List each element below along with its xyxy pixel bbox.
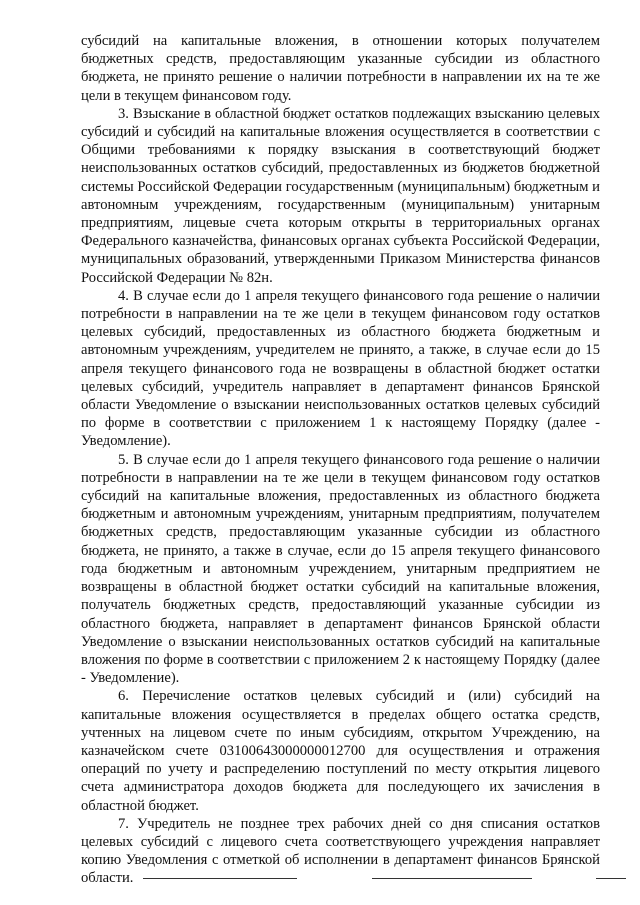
footer-divider-right bbox=[596, 878, 626, 879]
paragraph-continuation: субсидий на капитальные вложения, в отношении которых получателем бюджетных средств, предоставляющим указанные субсидии из областного бюджета, не принято решение о наличии потребности в направлении их на те же цели в текущем финансовом году. bbox=[81, 33, 600, 104]
paragraph-6: 6. Перечисление остатков целевых субсидий и (или) субсидий на капитальные вложения осуществляется в пределах общего остатка средств, учтенных на лицевом счете по иным субсидиям, открытом Учреждению, на казначейском счете 03100643000000012700 для осуществления и отражения операций по учету и распределению поступлений по месту открытия лицевого счета администратора доходов бюджета для последующего их зачисления в областной бюджет. bbox=[81, 688, 600, 814]
paragraph-7: 7. Учредитель не позднее трех рабочих дней со дня списания остатков целевых субсидий с лицевого счета соответствующего учреждения направляет копию Уведомления с отметкой об исполнении в департамент финансов Брянской области. bbox=[81, 815, 600, 887]
footer-divider-left bbox=[143, 878, 297, 879]
paragraph-4: 4. В случае если до 1 апреля текущего финансового года решение о наличии потребности в направлении на те же цели в текущем финансовом году остатков целевых субсидий, предоставленных из областного бюджета бюджетным и автономным учреждениям, учредителем не принято, а также, в случае если до 15 апреля текущего финансового года не возвращены в областной бюджет остатки целевых субсидий, учредитель направляет в департамент финансов Брянской области Уведомление о взыскании неиспользованных остатков целевых субсидий по форме в соответствии с приложением 1 к настоящему Порядку (далее - Уведомление). bbox=[81, 287, 600, 450]
paragraph-3: 3. Взыскание в областной бюджет остатков подлежащих взысканию целевых субсидий и субсидий на капитальные вложения осуществляется в соответствии с Общими требованиями к порядку взыскания в соответствующий бюджет неиспользованных остатков субсидий, предоставленных из бюджетов бюджетной системы Российской Федерации государственным (муниципальным) бюджетным и автономным учреждениям, государственным (муниципальным) унитарным предприятиям, лицевые счета которым открыты в территориальных органах Федерального казначейства, финансовых органах субъекта Российской Федерации, муниципальных образований, утвержденными Приказом Министерства финансов Российской Федерации № 82н. bbox=[81, 105, 600, 286]
document-body bbox=[81, 32, 600, 888]
footer-divider-center bbox=[372, 878, 532, 879]
paragraph-5: 5. В случае если до 1 апреля текущего финансового года решение о наличии потребности в направлении на те же цели в текущем финансовом году остатков субсидий на капитальные вложения, предоставленных из областного бюджета бюджетным и автономным учреждениям, унитарным предприятиям, получателем бюджетных средств, предоставляющим указанные субсидии из областного бюджета, не принято, а также в случае, если до 15 апреля текущего финансового года бюджетным и автономным учреждением, унитарным предприятием не возвращены в областной бюджет остатки субсидий на капитальные вложения, получатель бюджетных средств, предоставляющий указанные субсидии из областного бюджета, направляет в департамент финансов Брянской области Уведомление о взыскании неиспользованных остатков субсидий на капитальные вложения по форме в соответствии с приложением 2 к настоящему Порядку (далее - Уведомление). bbox=[81, 451, 600, 687]
